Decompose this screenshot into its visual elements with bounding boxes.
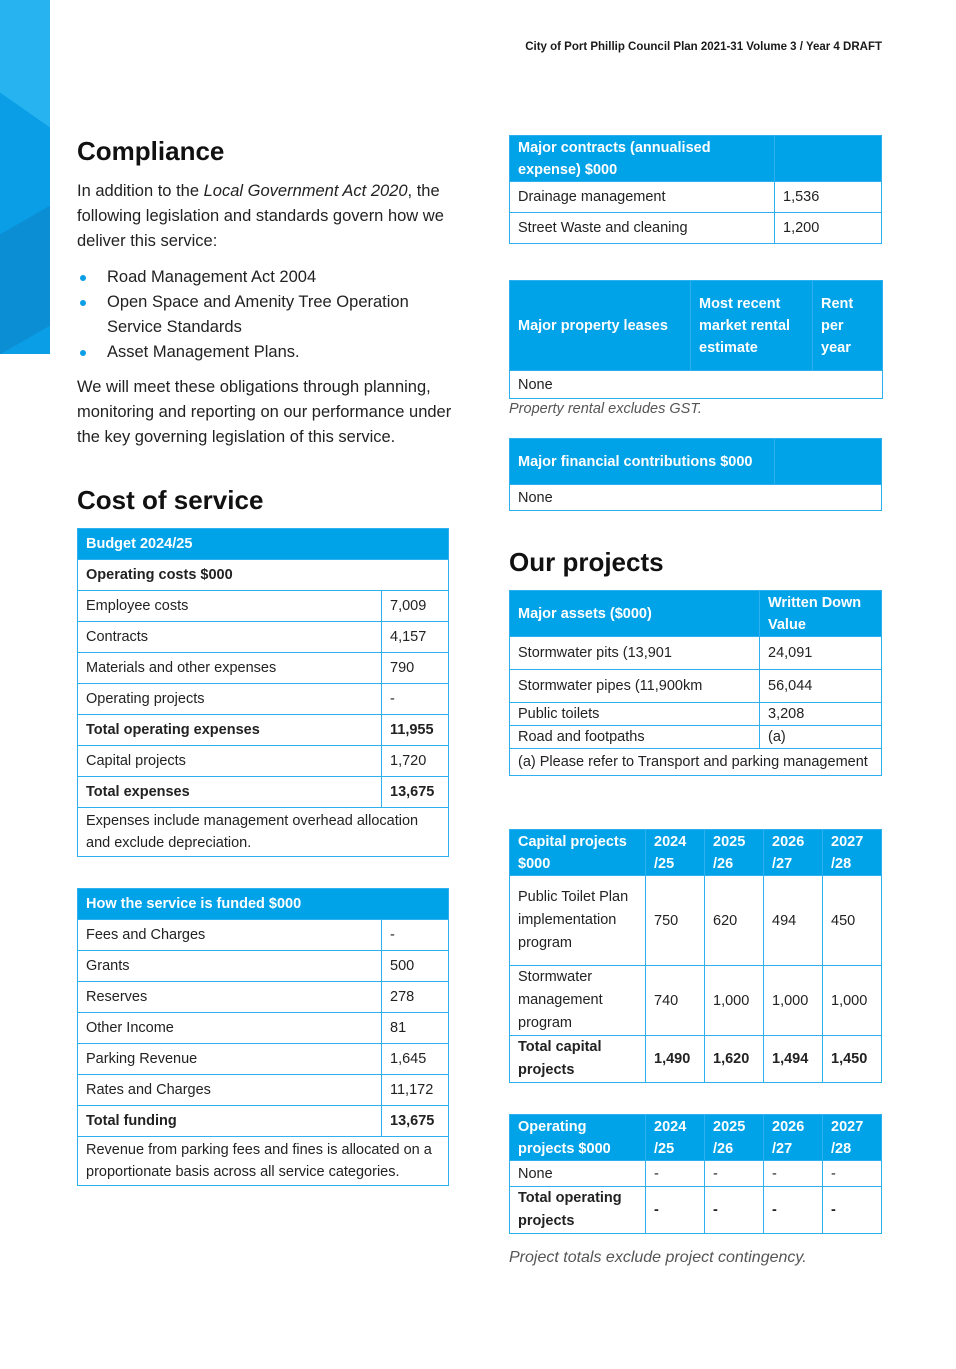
operating-projects-table <box>509 1114 882 1234</box>
table-subheader: Operating costs $000 <box>78 560 449 591</box>
projects-caption: Project totals exclude project contingency. <box>509 1249 807 1266</box>
compliance-title: Compliance <box>77 136 225 166</box>
table-header: Budget 2024/25 <box>78 529 449 560</box>
table-row: Grants 500 <box>78 951 449 982</box>
decorative-side-banner <box>0 0 50 354</box>
table-row: Stormwater management program 740 1,000 1,000 1,000 <box>510 966 882 1036</box>
table-row: Public Toilet Plan implementation program 750 620 494 450 <box>510 876 882 966</box>
table-row: Employee costs 7,009 <box>78 591 449 622</box>
table-row: Drainage management 1,536 <box>510 182 882 213</box>
table-header: Major property leases <box>510 281 691 371</box>
year-header: 2024 /25 <box>646 1115 705 1161</box>
contracts-table <box>509 135 882 244</box>
table-row-total: Total funding 13,675 <box>78 1106 449 1137</box>
table-row: Public toilets 3,208 <box>510 703 882 726</box>
our-projects-title: Our projects <box>509 547 664 577</box>
page-header: City of Port Phillip Council Plan 2021-31 Volume 3 / Year 4 DRAFT <box>525 41 882 53</box>
cost-table <box>77 528 449 857</box>
table-row-total: Total operating projects - - - - <box>510 1187 882 1234</box>
table-row: Stormwater pits (13,901 24,091 <box>510 637 882 670</box>
table-note: Revenue from parking fees and fines is allocated on a proportionate basis across all service categories. <box>78 1137 449 1186</box>
property-leases-table <box>509 280 883 399</box>
table-row: Street Waste and cleaning 1,200 <box>510 213 882 244</box>
act-name: Local Government Act 2020 <box>203 182 408 200</box>
financial-contributions-table <box>509 438 882 511</box>
legislation-list <box>77 265 457 365</box>
list-item: Open Space and Amenity Tree Operation Service Standards <box>77 290 457 340</box>
table-row: Stormwater pipes (11,900km 56,044 <box>510 670 882 703</box>
list-item: Asset Management Plans. <box>77 340 457 365</box>
year-header: 2027 /28 <box>823 830 882 876</box>
table-row: Parking Revenue 1,645 <box>78 1044 449 1075</box>
table-row-total: Total expenses 13,675 <box>78 777 449 808</box>
table-row: Materials and other expenses 790 <box>78 653 449 684</box>
table-header: How the service is funded $000 <box>78 889 449 920</box>
year-header: 2024 /25 <box>646 830 705 876</box>
cost-of-service-title: Cost of service <box>77 485 264 515</box>
table-row: Contracts 4,157 <box>78 622 449 653</box>
table-row-total: Total capital projects 1,490 1,620 1,494 1,450 <box>510 1036 882 1083</box>
table-note: (a) Please refer to Transport and parking management <box>510 749 882 776</box>
table-row: Fees and Charges - <box>78 920 449 951</box>
major-assets-table <box>509 590 882 776</box>
table-header: Most recent market rental estimate <box>691 281 813 371</box>
leases-caption: Property rental excludes GST. <box>509 401 702 417</box>
table-row: Other Income 81 <box>78 1013 449 1044</box>
table-row: Operating projects - <box>78 684 449 715</box>
table-header: Written Down Value <box>760 591 882 637</box>
compliance-intro: In addition to the Local Government Act 2020, the following legislation and standards govern how we deliver this service: <box>77 182 444 250</box>
table-row-total: Total operating expenses 11,955 <box>78 715 449 746</box>
table-header: Major contracts (annualised expense) $000 <box>510 136 775 182</box>
year-header: 2026 /27 <box>764 1115 823 1161</box>
year-header: 2027 /28 <box>823 1115 882 1161</box>
capital-projects-table <box>509 829 882 1083</box>
table-note: Expenses include management overhead allocation and exclude depreciation. <box>78 808 449 857</box>
list-item: Road Management Act 2004 <box>77 265 457 290</box>
table-row: Capital projects 1,720 <box>78 746 449 777</box>
table-row: None - - - - <box>510 1161 882 1187</box>
table-row: Road and footpaths (a) <box>510 726 882 749</box>
table-row: None <box>510 485 882 511</box>
table-header: Rent per year <box>813 281 883 371</box>
year-header: 2025 /26 <box>705 1115 764 1161</box>
compliance-closing: We will meet these obligations through planning, monitoring and reporting on our performance under the key governing legislation of this service. <box>77 378 452 446</box>
table-header: Major assets ($000) <box>510 591 760 637</box>
table-header: Capital projects $000 <box>510 830 646 876</box>
table-row: Rates and Charges 11,172 <box>78 1075 449 1106</box>
year-header: 2026 /27 <box>764 830 823 876</box>
year-header: 2025 /26 <box>705 830 764 876</box>
table-header: Operating projects $000 <box>510 1115 646 1161</box>
funding-table <box>77 888 449 1186</box>
table-row: Reserves 278 <box>78 982 449 1013</box>
table-header: Major financial contributions $000 <box>510 439 775 485</box>
table-row: None <box>510 371 883 399</box>
